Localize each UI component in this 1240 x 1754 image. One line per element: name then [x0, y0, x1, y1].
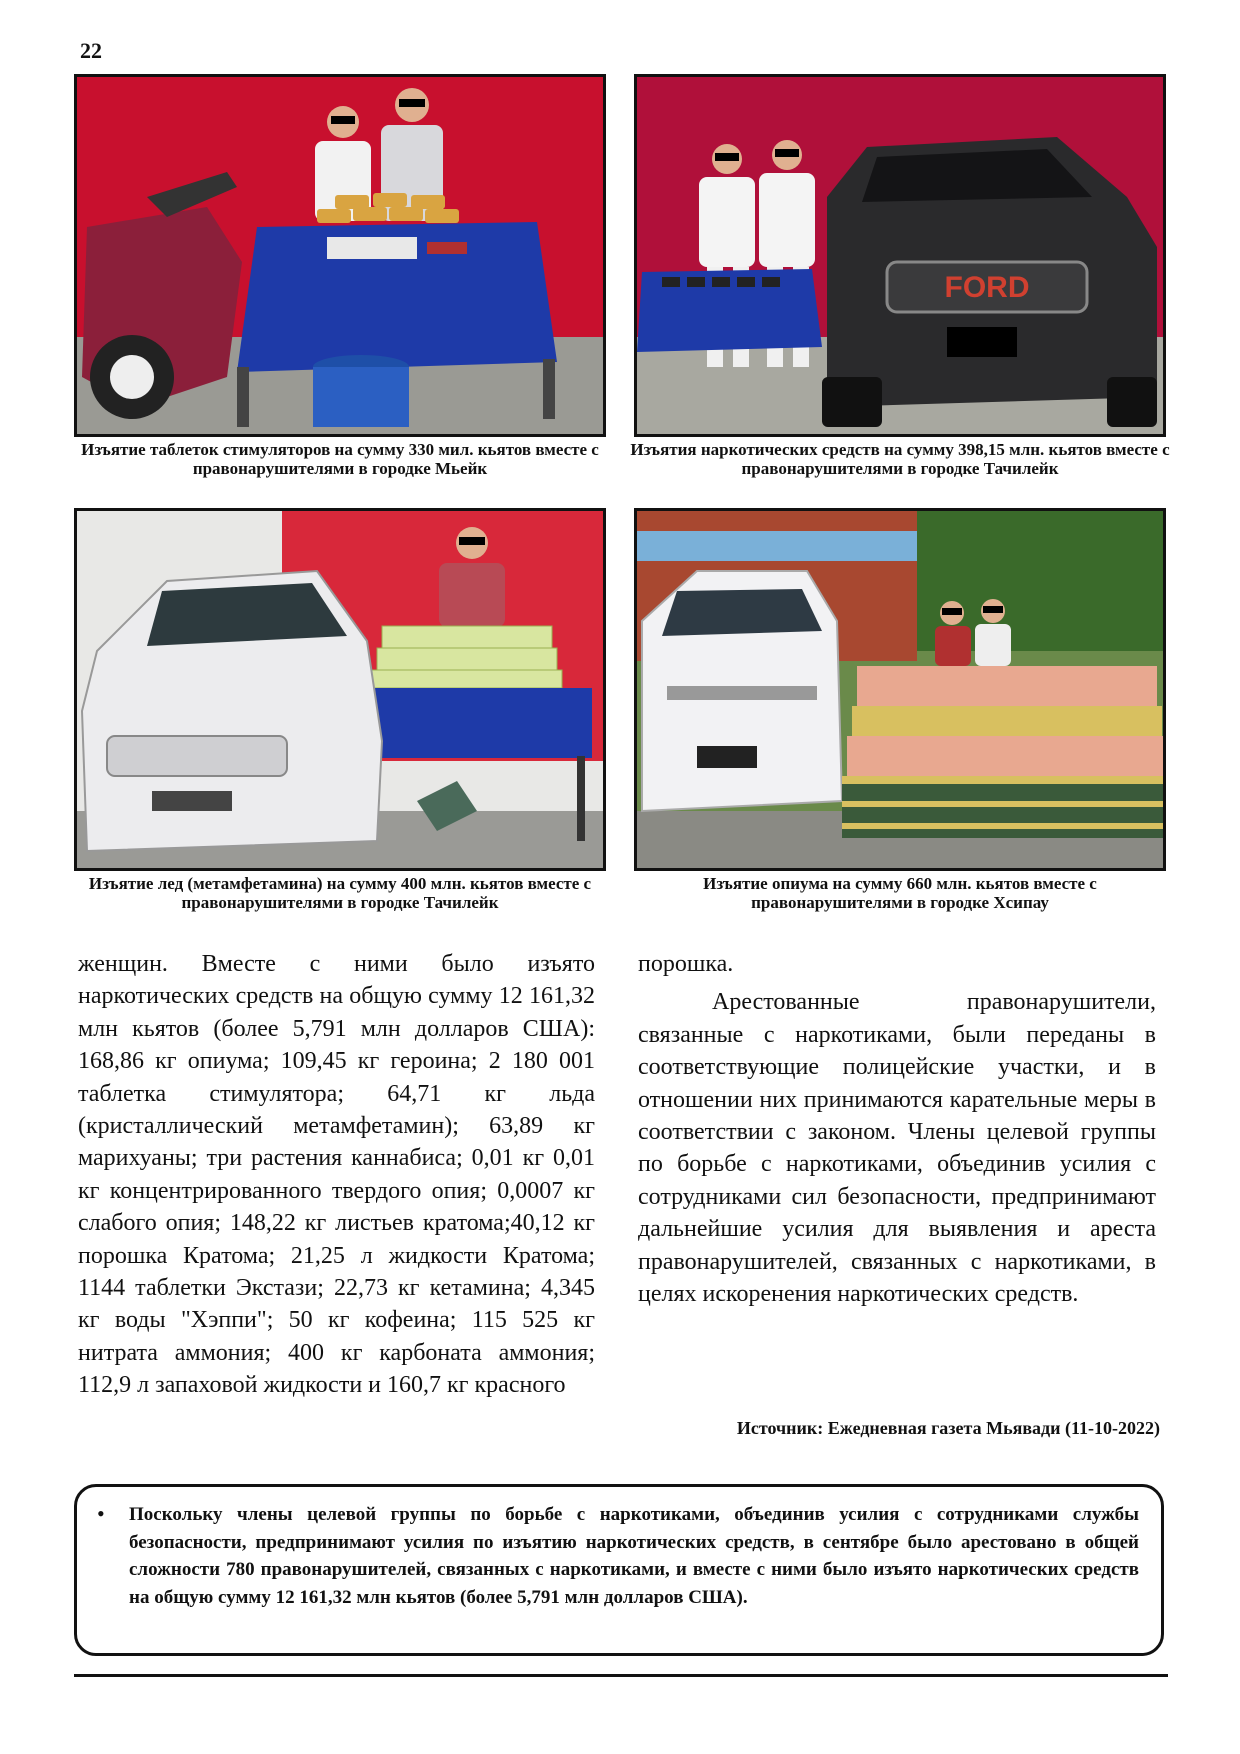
footer-rule: [74, 1674, 1168, 1677]
article-source: Источник: Ежедневная газета Мьявади (11-10-2022): [736, 1418, 1160, 1438]
page-number: 22: [80, 38, 102, 63]
summary-text: Поскольку члены целевой группы по борьбе с наркотиками, объединив усилия с сотрудниками службы безопасности, предпринимают усилия по изъятию наркотических средств, в сентябре было арестовано в общей сложности 780 правонарушителей, связанных с наркотиками, и вместе с ними было изъято наркотических средств на общую сумму 12 161,32 млн кьятов (более 5,791 млн долларов США).: [129, 1504, 1139, 1608]
opium-stacks-shape: [842, 666, 1163, 838]
article-paragraph-arrests: Арестованные правонарушители, связанные с наркотиками, были переданы в соответствующие полицейские участки, и в отношении них принимаются карательные меры в соответствии с законом. Члены целевой группы по борьбе с наркотиками, объединив усилия с сотрудниками сил безопасности, предпринимают дальнейшие усилия для выявления и ареста правонарушителей, связанных с наркотиками, в целях искоренения наркотических средств.: [638, 989, 1156, 1308]
van-shape: [642, 571, 842, 811]
photo-seizure-tachileik-ice-image: [77, 511, 603, 868]
photo-seizure-tachileik-ice: [74, 508, 606, 871]
pickup-truck-shape: [822, 137, 1157, 427]
article-left-column: [78, 948, 595, 1402]
bullet-icon: •: [97, 1501, 105, 1526]
truck-plate-text: FORD: [944, 271, 1030, 304]
summary-box: [74, 1484, 1164, 1656]
photo-seizure-myeik-image: [77, 77, 603, 434]
article-paragraph-continuation: порошка.: [638, 951, 734, 977]
photo-seizure-hsipaw: [634, 508, 1166, 871]
article-right-column: [638, 948, 1156, 1310]
photo-seizure-myeik: [74, 74, 606, 437]
photo-caption-tachileik-2: Изъятие лед (метамфетамина) на сумму 400 млн. кьятов вместе с правонарушителями в городке Тачилейк: [88, 874, 592, 912]
photo-caption-hsipaw: Изъятие опиума на сумму 660 млн. кьятов вместе с правонарушителями в городке Хсипау: [703, 874, 1097, 912]
photo-caption-tachileik-1: Изъятия наркотических средств на сумму 398,15 млн. кьятов вместе с правонарушителями в городке Тачилейк: [630, 440, 1170, 478]
meth-packs-shape: [372, 626, 562, 688]
photo-seizure-tachileik-ford: [634, 74, 1166, 437]
photo-seizure-hsipaw-image: [637, 511, 1163, 868]
photo-seizure-tachileik-ford-image: [637, 77, 1163, 434]
photo-caption-myeik: Изъятие таблеток стимуляторов на сумму 330 мил. кьятов вместе с правонарушителями в городке Мьейк: [81, 440, 599, 478]
article-paragraph-left: женщин. Вместе с ними было изъято наркотических средств на общую сумму 12 161,32 млн кьятов (более 5,791 млн долларов США): 168,86 кг опиума; 109,45 кг героина; 2 180 001 таблетка стимулятора; 64,71 кг льда (кристаллический метамфетамин); 63,89 кг марихуаны; три растения каннабиса; 0,01 кг 0,01 кг концентрированного твердого опия; 0,0007 кг слабого опия; 148,22 кг листьев кратома;40,12 кг порошка Кратома; 21,25 л жидкости Кратома; 1144 таблетки Экстази; 22,73 кг кетамина; 4,345 кг воды "Хэппи"; 50 кг кофеина; 115 525 кг нитрата аммония; 400 кг карбоната аммония; 112,9 л запаховой жидкости и 160,7 кг красного: [78, 951, 595, 1399]
